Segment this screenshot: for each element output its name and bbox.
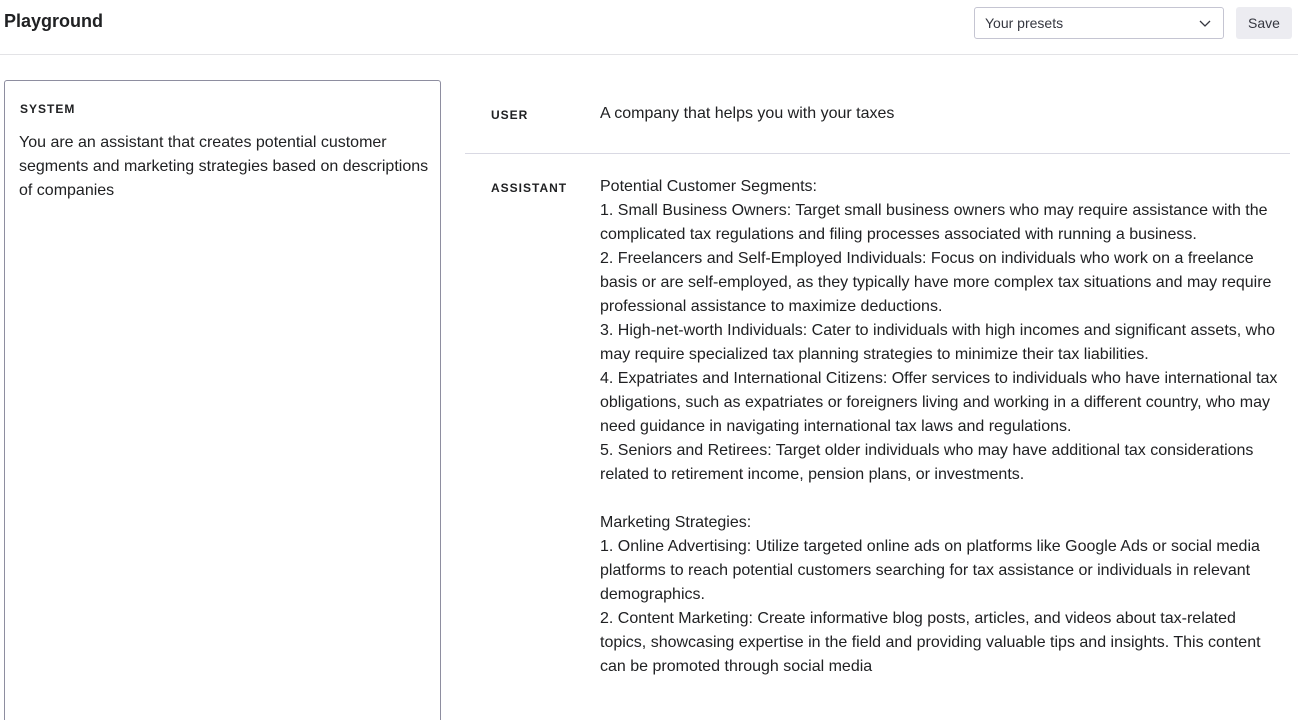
message-line: 2. Content Marketing: Create informative blog posts, articles, and videos about tax-related topics, showcasing expertise in the field and providing valuable tips and insights. This content can be promoted through social media	[600, 610, 1261, 675]
page-title: Playground	[4, 11, 104, 31]
presets-dropdown[interactable]	[974, 7, 1224, 39]
message-line: A company that helps you with your taxes	[600, 105, 895, 122]
user-role-label[interactable]: USER	[491, 108, 529, 122]
assistant-message-content[interactable]	[600, 175, 1280, 679]
system-textarea[interactable]: You are an assistant that creates potential customer segments and marketing strategies based on descriptions of companies	[19, 134, 429, 199]
message-line: 1. Small Business Owners: Target small business owners who may require assistance with the complicated tax regulations and filing processes associated with running a business.	[600, 202, 1268, 243]
message-line: 1. Online Advertising: Utilize targeted online ads on platforms like Google Ads or social media platforms to reach potential customers searching for tax assistance or individuals in relevant demographics.	[600, 538, 1260, 603]
message-line: Marketing Strategies:	[600, 514, 752, 531]
assistant-role-label[interactable]: ASSISTANT	[491, 181, 568, 195]
message-line: 3. High-net-worth Individuals: Cater to individuals with high incomes and significant assets, who may require specialized tax planning strategies to minimize their tax liabilities.	[600, 322, 1276, 363]
message-line: 2. Freelancers and Self-Employed Individuals: Focus on individuals who work on a freelance basis or are self-employed, as they typically have more complex tax situations and may require professional assistance to maximize deductions.	[600, 250, 1272, 315]
message-line: 4. Expatriates and International Citizens: Offer services to individuals who have international tax obligations, such as expatriates or foreigners living and working in a different country, who may need guidance in navigating international tax laws and regulations.	[600, 370, 1278, 435]
system-panel[interactable]	[4, 80, 441, 720]
presets-dropdown-label: Your presets	[985, 15, 1064, 31]
chevron-down-icon	[1199, 17, 1211, 29]
message-line: Potential Customer Segments:	[600, 178, 817, 195]
save-button[interactable]: Save	[1236, 7, 1292, 39]
user-message-content[interactable]	[600, 102, 1280, 126]
top-bar	[0, 0, 1298, 55]
user-message[interactable]	[465, 80, 1290, 154]
blank-line	[600, 487, 1280, 511]
system-label: SYSTEM	[20, 102, 76, 116]
message-line: 5. Seniors and Retirees: Target older individuals who may have additional tax considerations related to retirement income, pension plans, or investments.	[600, 442, 1254, 483]
